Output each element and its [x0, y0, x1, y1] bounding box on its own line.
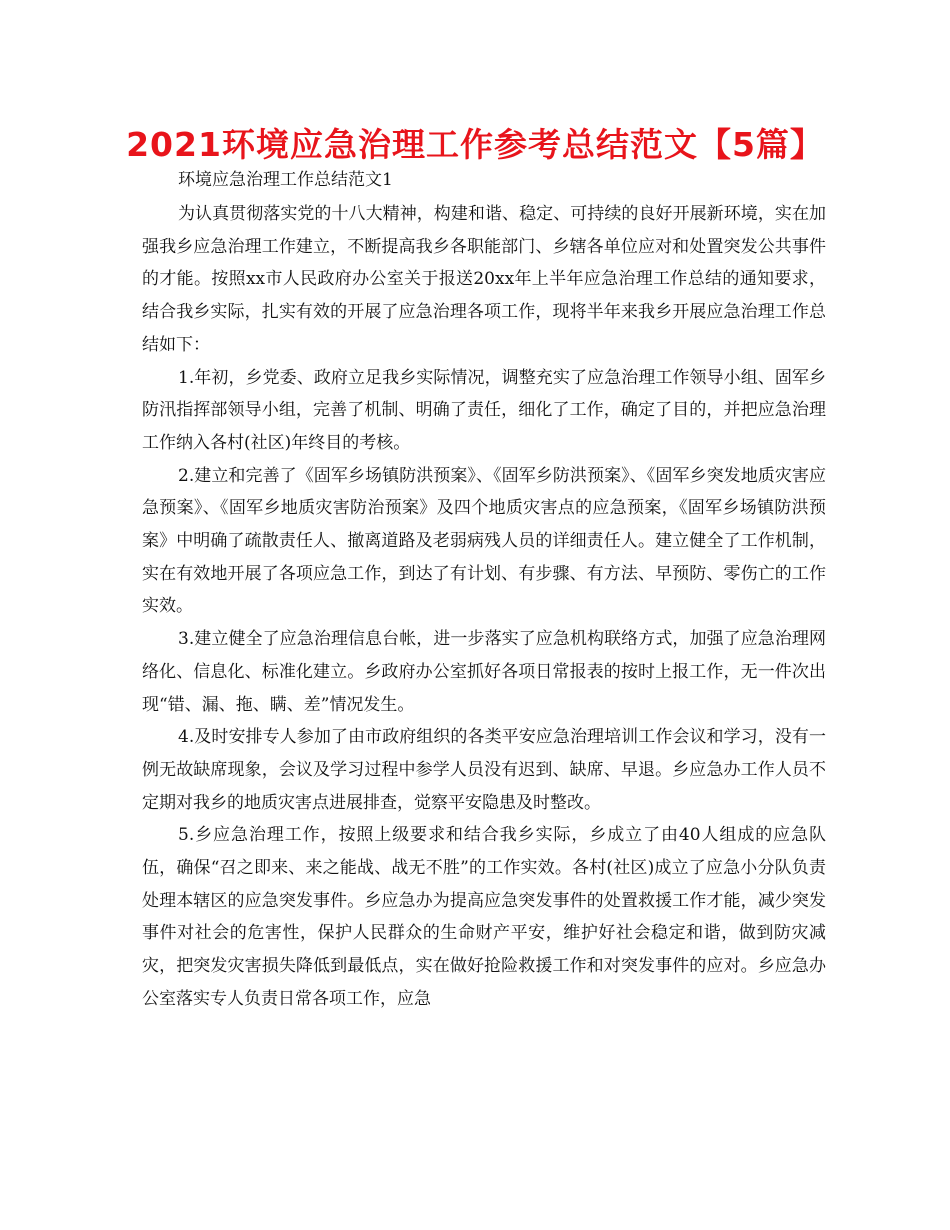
paragraph-item-5: 5.乡应急治理工作，按照上级要求和结合我乡实际，乡成立了由40人组成的应急队伍，确保“召之即来、来之能战、战无不胜”的工作实效。各村(社区)成立了应急小分队负责处理本辖区的应急突发事件。乡应急办为提高应急突发事件的处置救援工作才能，减少突发事件对社会的危害性，保护人民群众的生命财产平安，维护好社会稳定和谐，做到防灾减灾，把突发灾害损失降低到最低点，实在做好抢险救援工作和对突发事件的应对。乡应急办公室落实专人负责日常各项工作，应急 [142, 825, 826, 1009]
paragraph-item-2: 2.建立和完善了《固军乡场镇防洪预案》、《固军乡防洪预案》、《固军乡突发地质灾害应急预案》、《固军乡地质灾害防治预案》及四个地质灾害点的应急预案，《固军乡场镇防洪预案》中明确了疏散责任人、撤离道路及老弱病残人员的详细责任人。建立健全了工作机制，实在有效地开展了各项应急工作，到达了有计划、有步骤、有方法、早预防、零伤亡的工作实效。 [142, 465, 826, 617]
document-body [142, 198, 826, 1016]
paragraph-item-1: 1.年初，乡党委、政府立足我乡实际情况，调整充实了应急治理工作领导小组、固军乡防汛指挥部领导小组，完善了机制、明确了责任，细化了工作，确定了目的，并把应急治理工作纳入各村(社区)年终目的考核。 [142, 367, 826, 453]
paragraph-item-4: 4.及时安排专人参加了由市政府组织的各类平安应急治理培训工作会议和学习，没有一例无故缺席现象，会议及学习过程中参学人员没有迟到、缺席、早退。乡应急办工作人员不定期对我乡的地质灾害点进展排查，觉察平安隐患及时整改。 [142, 727, 826, 813]
document-subtitle: 环境应急治理工作总结范文1 [178, 170, 393, 190]
paragraph-intro: 为认真贯彻落实党的十八大精神，构建和谐、稳定、可持续的良好开展新环境，实在加强我乡应急治理工作建立，不断提高我乡各职能部门、乡辖各单位应对和处置突发公共事件的才能。按照xx市人民政府办公室关于报送20xx年上半年应急治理工作总结的通知要求，结合我乡实际，扎实有效的开展了应急治理各项工作，现将半年来我乡开展应急治理工作总结如下： [142, 204, 826, 355]
paragraph-item-3: 3.建立健全了应急治理信息台帐，进一步落实了应急机构联络方式，加强了应急治理网络化、信息化、标准化建立。乡政府办公室抓好各项日常报表的按时上报工作，无一件次出现“错、漏、拖、瞒、差”情况发生。 [142, 629, 826, 715]
document-title: 2021环境应急治理工作参考总结范文【5篇】 [126, 125, 824, 164]
